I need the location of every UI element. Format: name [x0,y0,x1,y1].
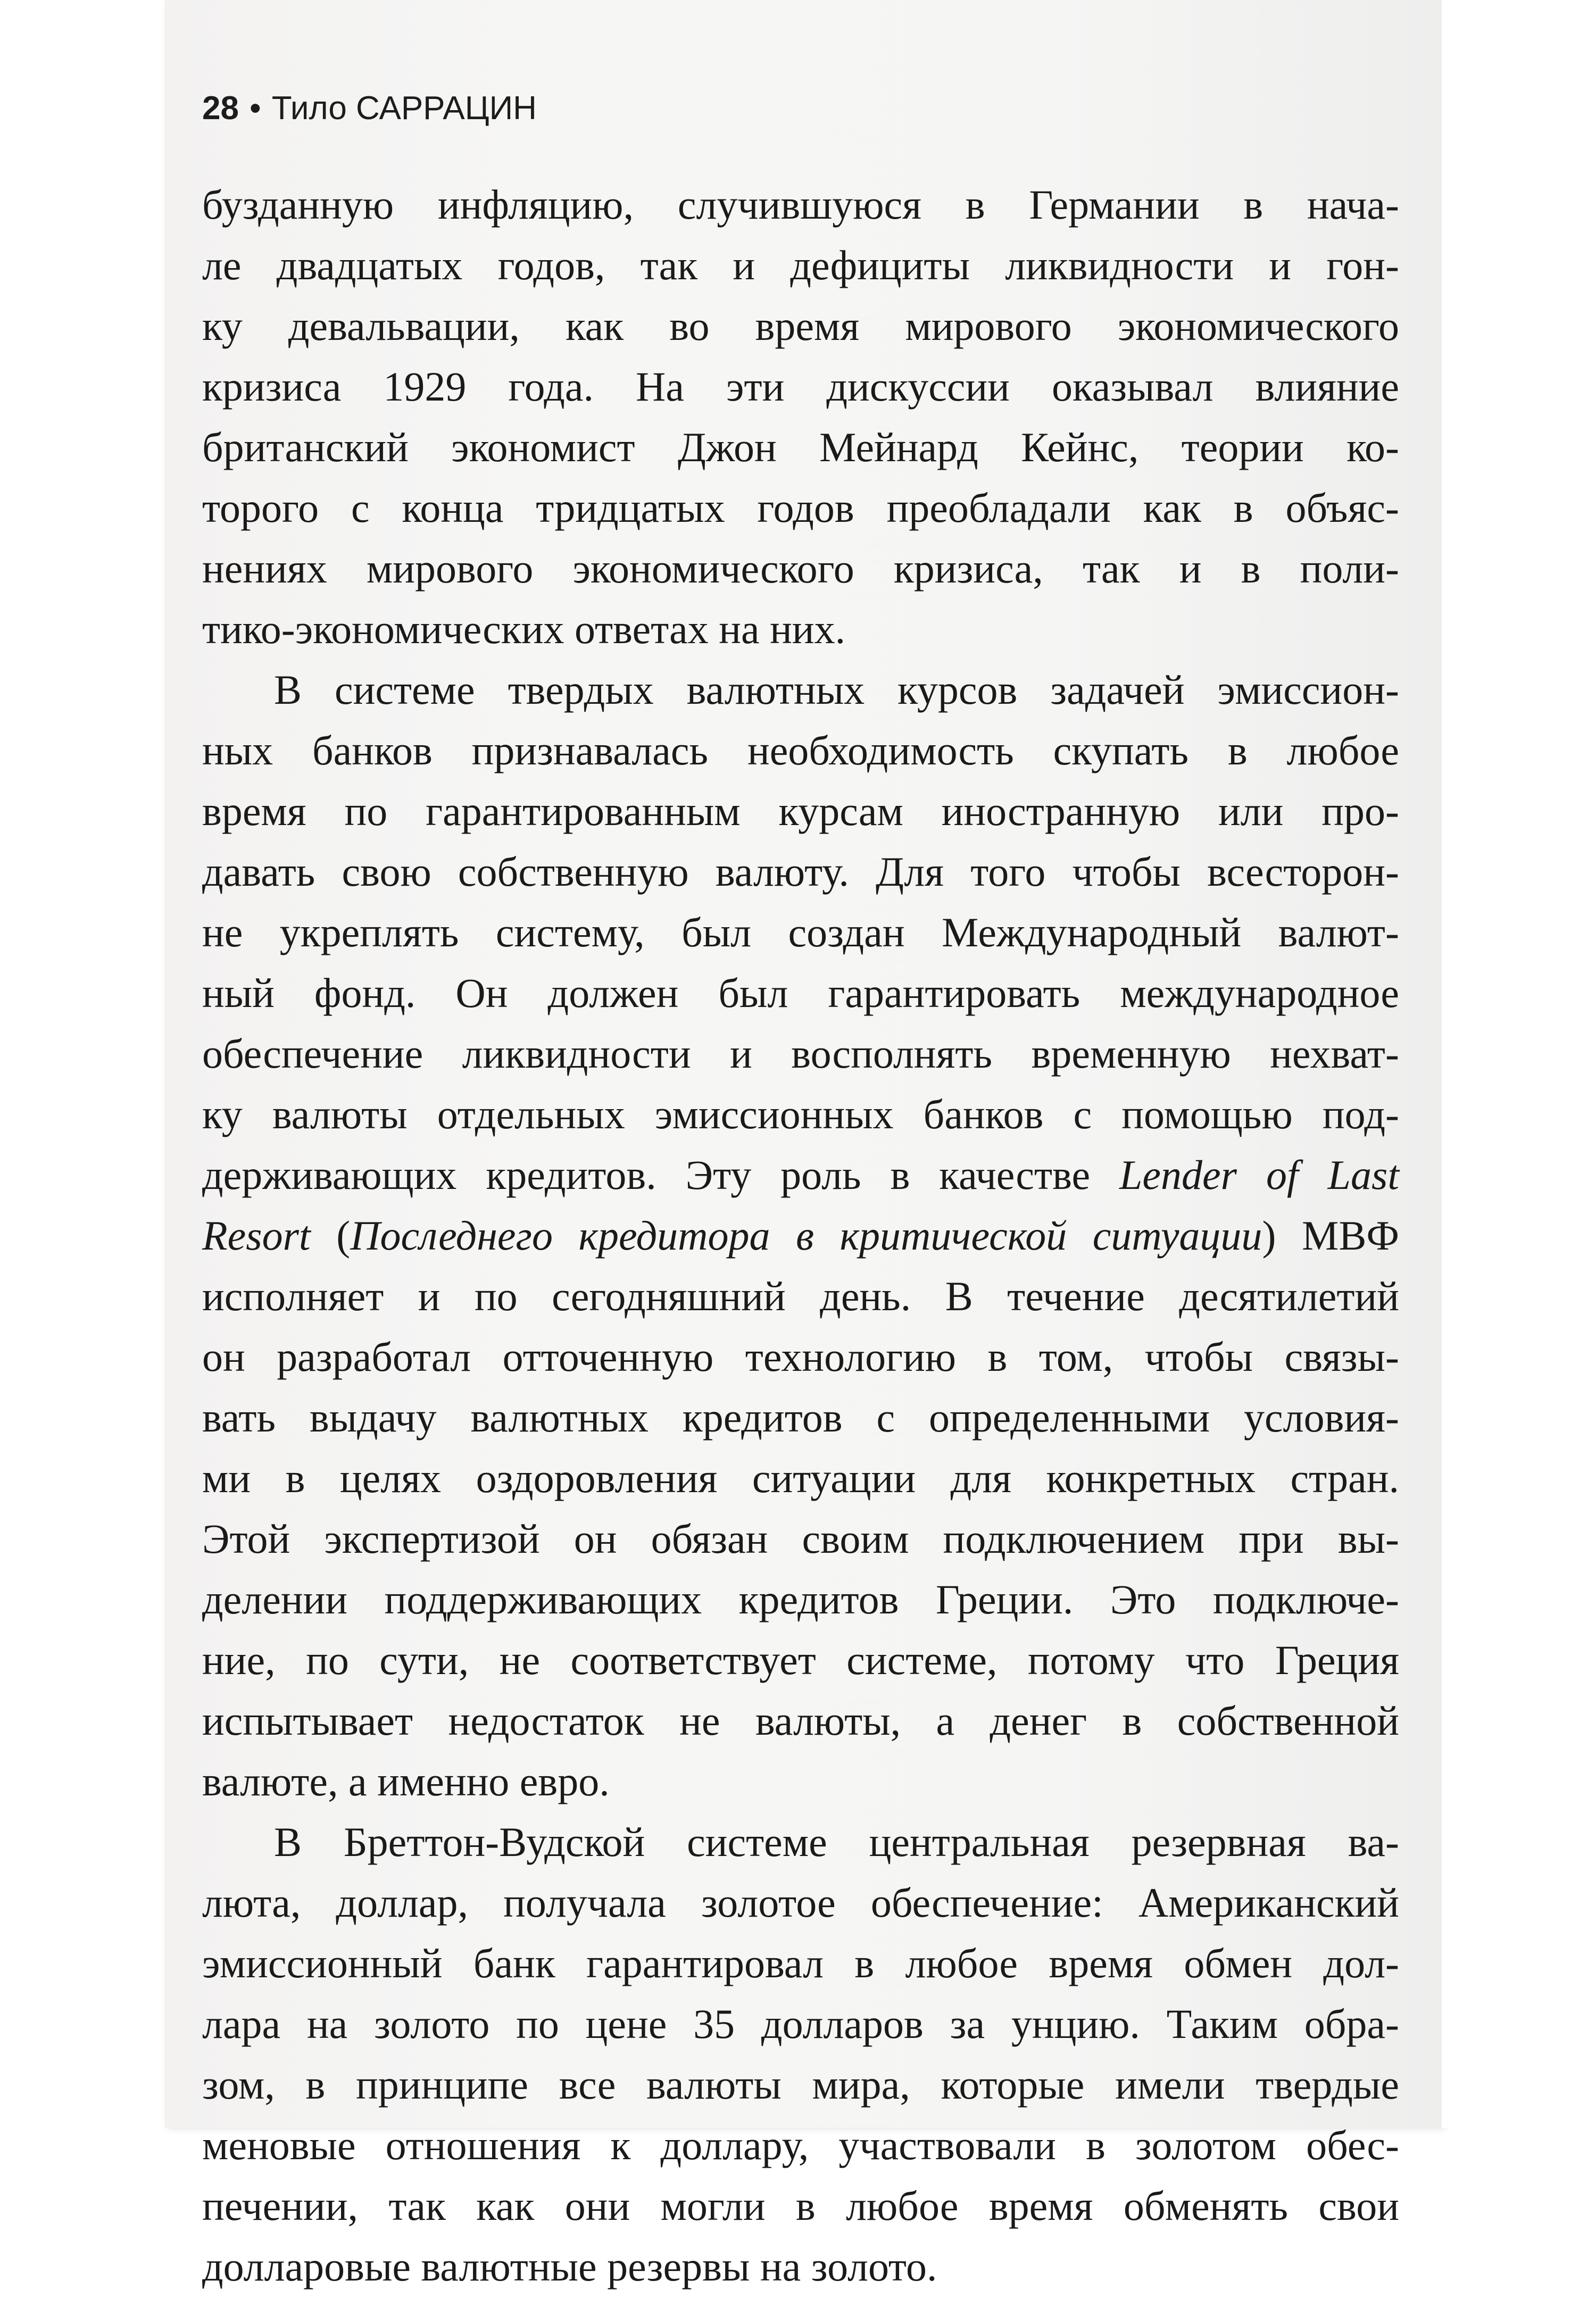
text-segment: исполняет и по сегодняшний день. В течение десятилетий [202,1273,1399,1319]
text-segment: ле двадцатых годов, так и дефициты ликвидности и гон- [202,242,1399,288]
text-segment: ( [310,1212,351,1259]
text-line [202,417,1399,478]
text-segment: В Бреттон-Вудской системе центральная резервная ва- [274,1819,1399,1865]
text-line [202,781,1399,842]
text-segment: нениях мирового экономического кризиса, так и в поли- [202,545,1399,592]
text-line [202,660,1399,720]
text-segment: тико-экономических ответах на них. [202,606,846,652]
text-line [202,842,1399,902]
text-segment: делении поддерживающих кредитов Греции. Это подключе- [202,1576,1399,1622]
text-segment: кризиса 1929 года. На эти дискуссии оказывал влияние [202,363,1399,410]
text-line [202,2176,1399,2236]
text-line [202,1630,1399,1691]
text-line [202,1023,1399,1084]
text-line [202,1509,1399,1569]
text-line [202,2236,1399,2297]
text-segment: бузданную инфляцию, случившуюся в Германии в нача- [202,181,1399,228]
text-segment: ние, по сути, не соответствует системе, потому что Греция [202,1637,1399,1683]
text-segment: ку валюты отдельных эмиссионных банков с помощью под- [202,1091,1399,1137]
left-margin [0,0,165,2128]
text-line [202,235,1399,296]
text-line [202,1569,1399,1630]
text-line [202,1872,1399,1933]
text-line [202,963,1399,1023]
text-line [202,1266,1399,1327]
text-line [202,720,1399,781]
text-segment: не укреплять систему, был создан Международный валют- [202,909,1399,955]
text-segment: ных банков признавалась необходимость скупать в любое [202,727,1399,773]
text-segment: эмиссионный банк гарантировал в любое время обмен дол- [202,1940,1399,1986]
page-number: 28 [202,90,239,127]
text-line [202,902,1399,963]
text-segment: долларовые валютные резервы на золото. [202,2243,937,2290]
italic-text: Resort [202,1212,311,1259]
text-line [202,1448,1399,1509]
text-line [202,478,1399,538]
text-segment: ный фонд. Он должен был гарантировать международное [202,970,1399,1016]
text-segment: В системе твердых валютных курсов задачей эмиссион- [274,667,1399,713]
text-segment: зом, в принципе все валюты мира, которые имели твердые [202,2061,1399,2108]
italic-text: Последнего кредитора в критической ситуации [350,1212,1262,1259]
text-line [202,1812,1399,1872]
text-line [202,1751,1399,1812]
text-line [202,1691,1399,1751]
text-line [202,2115,1399,2176]
header-separator: • [249,90,261,127]
text-segment: британский экономист Джон Мейнард Кейнс, теории ко- [202,424,1399,470]
text-segment: обеспечение ликвидности и восполнять временную нехват- [202,1030,1399,1077]
text-segment: люта, доллар, получала золотое обеспечение: Американский [202,1879,1399,1926]
text-line [202,1145,1399,1205]
text-segment: лара на золото по цене 35 долларов за унцию. Таким обра- [202,2001,1399,2047]
text-segment: он разработал отточенную технологию в том, чтобы связы- [202,1334,1399,1380]
text-segment: ку девальвации, как во время мирового экономического [202,303,1399,349]
text-segment: время по гарантированным курсам иностранную или про- [202,788,1399,834]
text-line [202,599,1399,660]
text-segment: ми в целях оздоровления ситуации для конкретных стран. [202,1455,1399,1501]
text-segment: вать выдачу валютных кредитов с определенными условия- [202,1394,1399,1441]
text-segment: испытывает недостаток не валюты, а денег в собственной [202,1697,1399,1744]
text-segment: меновые отношения к доллару, участвовали в золотом обес- [202,2122,1399,2168]
text-line [202,1387,1399,1448]
text-line [202,296,1399,356]
text-line [202,538,1399,599]
running-header [202,89,537,127]
text-line [202,1327,1399,1387]
text-line [202,1084,1399,1145]
text-line [202,2054,1399,2115]
text-segment: печении, так как они могли в любое время обменять свои [202,2183,1399,2229]
text-line [202,1933,1399,1994]
text-segment: Этой экспертизой он обязан своим подключением при вы- [202,1516,1399,1562]
text-segment: валюте, а именно евро. [202,1758,610,1804]
text-line [202,1205,1399,1266]
author-name: Тило САРРАЦИН [271,90,537,127]
italic-text: Lender of Last [1119,1152,1399,1198]
body-text [202,174,1399,2297]
text-line [202,1994,1399,2054]
right-edge [1442,0,1596,2128]
text-line [202,174,1399,235]
text-segment: ) МВФ [1262,1212,1399,1259]
text-line [202,356,1399,417]
text-segment: торого с конца тридцатых годов преобладали как в объяс- [202,485,1399,531]
text-segment: держивающих кредитов. Эту роль в качестве [202,1152,1120,1198]
text-segment: давать свою собственную валюту. Для того чтобы всесторон- [202,848,1399,895]
